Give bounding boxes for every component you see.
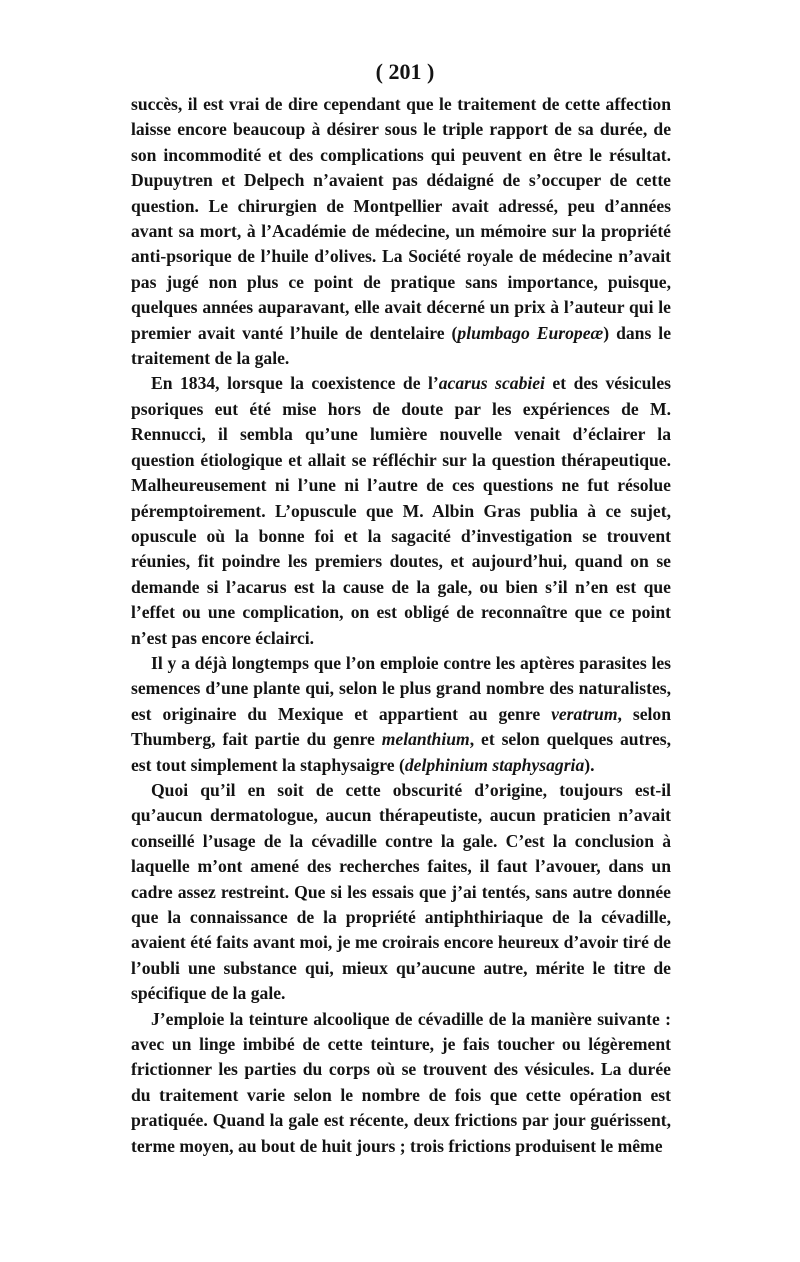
paragraph bbox=[131, 92, 671, 371]
text-run: succès, il est vrai de dire cependant que le traitement de cette affection laisse encore beaucoup à désirer sous le triple rapport de sa durée, de son incommodité et des complications qui peuvent en être le résultat. Dupuytren et Delpech n’avaient pas dédaigné de s’occuper de cette question. Le chirurgien de Montpellier avait adressé, peu d’années avant sa mort, à l’Académie de médecine, un mémoire sur la propriété anti-psorique de l’huile d’olives. La Société royale de médecine n’avait pas jugé non plus ce point de pratique sans importance, puisque, quelques années auparavant, elle avait décerné un prix à l’auteur qui le premier avait vanté l’huile de dentelaire ( bbox=[131, 94, 671, 343]
italic-term: veratrum bbox=[551, 703, 618, 724]
text-run: , et selon quelques autres, est tout simplement la staphysaigre ( bbox=[131, 729, 671, 775]
italic-term: melanthium bbox=[381, 729, 470, 750]
paragraph bbox=[131, 1007, 671, 1159]
body-text bbox=[131, 92, 671, 1159]
paragraph bbox=[131, 651, 671, 778]
text-run: ) dans le traitement de la gale. bbox=[131, 322, 672, 369]
book-page bbox=[131, 58, 671, 1159]
text-run: ). bbox=[584, 754, 595, 775]
italic-term: plumbago Europeæ bbox=[457, 322, 604, 343]
text-run: et des vésicules psoriques eut été mise hors de doute par les expériences de M. Rennucci, il sembla qu’une lumière nouvelle venait d’éclairer la question étiologique et allait se réfléchir sur la question thérapeutique. Malheureusement ni l’une ni l’autre de ces questions ne fut résolue péremptoirement. L’opuscule que M. Albin Gras publia à ce sujet, opuscule où la bonne foi et la sagacité d’investigation se trouvent réunies, fit poindre les premiers doutes, et aujourd’hui, quand on se demande si l’acarus est la cause de la gale, ou bien s’il n’en est que l’effet ou une complication, on est obligé de reconnaître que ce point n’est pas encore éclairci. bbox=[131, 373, 671, 648]
text-run: En 1834, lorsque la coexistence de l’ bbox=[151, 373, 439, 394]
paragraph bbox=[131, 778, 671, 1007]
text-run: Quoi qu’il en soit de cette obscurité d’origine, toujours est-il qu’aucun dermatologue, aucun thérapeutiste, aucun praticien n’avait conseillé l’usage de la cévadille contre la gale. C’est la conclusion à laquelle m’ont amené des recherches faites, il faut l’avouer, dans un cadre assez restreint. Que si les essais que j’ai tentés, sans autre donnée que la connaissance de la propriété antiphthiriaque de la cévadille, avaient été faits avant moi, je me croirais encore heureux d’avoir tiré de l’oubli une substance qui, mieux qu’aucune autre, mérite le titre de spécifique de la gale. bbox=[131, 779, 671, 1004]
italic-term: acarus scabiei bbox=[438, 373, 545, 394]
paragraph bbox=[131, 371, 671, 650]
text-run: Il y a déjà longtemps que l’on emploie contre les aptères parasites les semences d’une plante qui, selon le plus grand nombre des naturalistes, est originaire du Mexique et appartient au genre bbox=[131, 652, 671, 724]
italic-term: delphinium staphysagria bbox=[404, 754, 585, 775]
page-number: ( 201 ) bbox=[375, 59, 435, 84]
text-run: , selon Thumberg, fait partie du genre bbox=[131, 703, 671, 750]
text-run: J’emploie la teinture alcoolique de cévadille de la manière suivante : avec un linge imbibé de cette teinture, je fais toucher ou légèrement frictionner les parties du corps où se trouvent des vésicules. La durée du traitement varie selon le nombre de fois que cette opération est pratiquée. Quand la gale est récente, deux frictions par jour guérissent, terme moyen, au bout de huit jours ; trois frictions produisent le même bbox=[131, 1008, 671, 1156]
